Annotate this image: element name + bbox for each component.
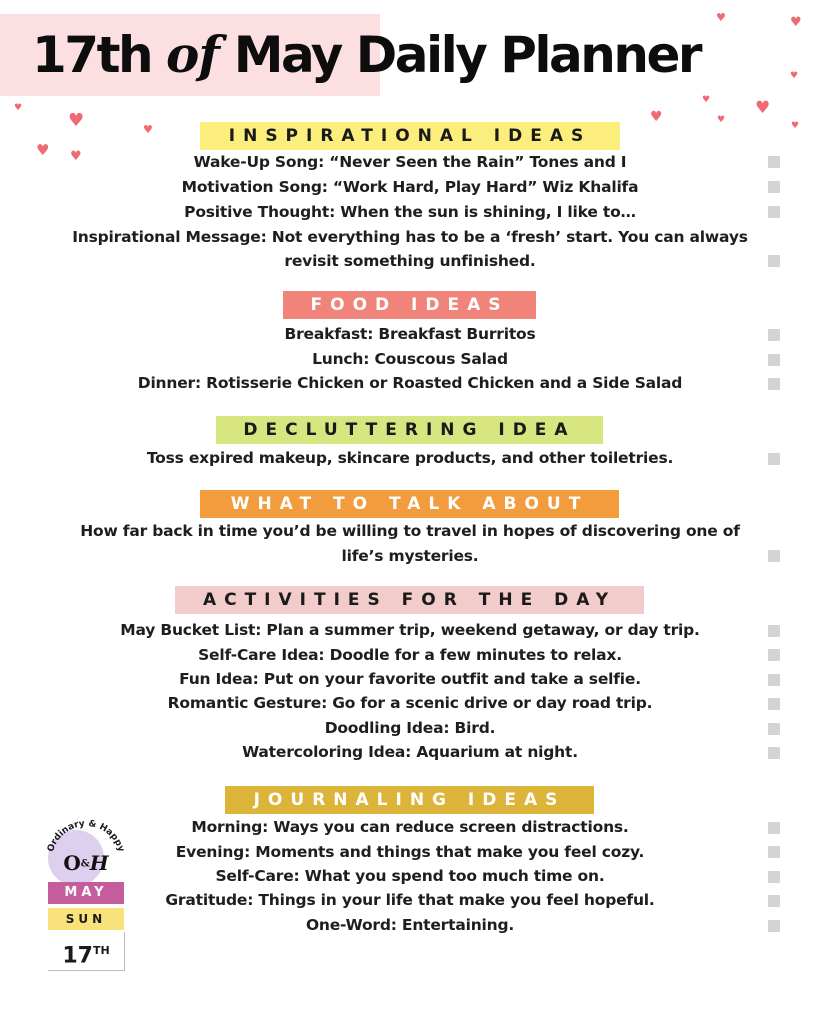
list-item: Self-Care: What you spend too much time on. [215, 867, 605, 885]
logo-h: H [89, 851, 109, 875]
checkbox[interactable] [768, 698, 780, 710]
badge-date-number: 17 [62, 943, 93, 969]
list-item: Dinner: Rotisserie Chicken or Roasted Chicken and a Side Salad [137, 374, 683, 392]
checkbox[interactable] [768, 181, 780, 193]
title-part-date: 17th [32, 26, 166, 84]
section-heading-decluttering: DECLUTTERING IDEA [216, 416, 603, 444]
svg-text:Ordinary & Happy [46, 819, 126, 853]
heart-icon: ♥ [143, 123, 153, 136]
heart-icon: ♥ [717, 115, 726, 125]
checkbox[interactable] [768, 156, 780, 168]
checkbox[interactable] [768, 723, 780, 735]
section-heading-activities: ACTIVITIES FOR THE DAY [175, 586, 644, 614]
badge-date [48, 932, 125, 971]
checkbox[interactable] [768, 453, 780, 465]
section-heading-inspirational: INSPIRATIONAL IDEAS [200, 122, 620, 150]
badge-date-suffix: TH [92, 944, 110, 957]
list-item: Watercoloring Idea: Aquarium at night. [242, 743, 578, 761]
heart-icon: ♥ [702, 95, 711, 105]
badge-month: MAY [48, 882, 124, 904]
title-part-of: of [165, 25, 219, 84]
list-item: Wake-Up Song: “Never Seen the Rain” Tones and I [193, 153, 627, 171]
page-title [32, 20, 812, 90]
heart-icon: ♥ [790, 71, 799, 81]
heart-icon: ♥ [68, 110, 85, 131]
logo-monogram [48, 852, 124, 874]
list-item: One-Word: Entertaining. [305, 916, 515, 934]
heart-icon: ♥ [791, 121, 800, 131]
heart-icon: ♥ [36, 141, 50, 159]
checkbox[interactable] [768, 255, 780, 267]
list-item: How far back in time you’d be willing to travel in hopes of discovering one of [80, 522, 740, 540]
list-item: May Bucket List: Plan a summer trip, weekend getaway, or day trip. [120, 621, 700, 639]
list-item: Motivation Song: “Work Hard, Play Hard” Wiz Khalifa [181, 178, 639, 196]
list-item: Self-Care Idea: Doodle for a few minutes to relax. [198, 646, 622, 664]
list-item: Positive Thought: When the sun is shining, I like to… [184, 203, 636, 221]
heart-icon: ♥ [790, 15, 802, 30]
heart-icon: ♥ [14, 103, 23, 113]
list-item: Breakfast: Breakfast Burritos [284, 325, 536, 343]
heart-icon: ♥ [650, 109, 663, 125]
section-heading-talk: WHAT TO TALK ABOUT [200, 490, 619, 518]
list-item: Gratitude: Things in your life that make you feel hopeful. [165, 891, 655, 909]
checkbox[interactable] [768, 649, 780, 661]
checkbox[interactable] [768, 329, 780, 341]
list-item: Inspirational Message: Not everything has to be a ‘fresh’ start. You can always [72, 228, 748, 246]
heart-icon: ♥ [755, 98, 771, 118]
brand-name: Ordinary & Happy [46, 818, 126, 854]
checkbox[interactable] [768, 674, 780, 686]
list-item: Morning: Ways you can reduce screen distractions. [191, 818, 629, 836]
checkbox[interactable] [768, 378, 780, 390]
checkbox[interactable] [768, 747, 780, 759]
list-item: Fun Idea: Put on your favorite outfit and take a selfie. [179, 670, 641, 688]
checkbox[interactable] [768, 895, 780, 907]
section-heading-journaling: JOURNALING IDEAS [225, 786, 594, 814]
list-item: Toss expired makeup, skincare products, and other toiletries. [146, 449, 674, 467]
logo-amp: & [80, 858, 90, 870]
checkbox[interactable] [768, 871, 780, 883]
checkbox[interactable] [768, 920, 780, 932]
heart-icon: ♥ [70, 149, 82, 164]
checkbox[interactable] [768, 846, 780, 858]
list-item: life’s mysteries. [341, 547, 479, 565]
title-part-planner: Daily Planner [340, 26, 701, 84]
list-item: Romantic Gesture: Go for a scenic drive or day road trip. [167, 694, 653, 712]
section-heading-food: FOOD IDEAS [283, 291, 536, 319]
list-item: Evening: Moments and things that make you feel cozy. [175, 843, 645, 861]
checkbox[interactable] [768, 822, 780, 834]
list-item: Lunch: Couscous Salad [312, 350, 508, 368]
title-part-month: May [218, 26, 341, 84]
checkbox[interactable] [768, 550, 780, 562]
badge-weekday: SUN [48, 908, 124, 930]
checkbox[interactable] [768, 354, 780, 366]
checkbox[interactable] [768, 206, 780, 218]
logo-o: O [63, 851, 81, 875]
checkbox[interactable] [768, 625, 780, 637]
heart-icon: ♥ [716, 11, 726, 24]
list-item: Doodling Idea: Bird. [324, 719, 496, 737]
list-item: revisit something unfinished. [284, 252, 536, 270]
